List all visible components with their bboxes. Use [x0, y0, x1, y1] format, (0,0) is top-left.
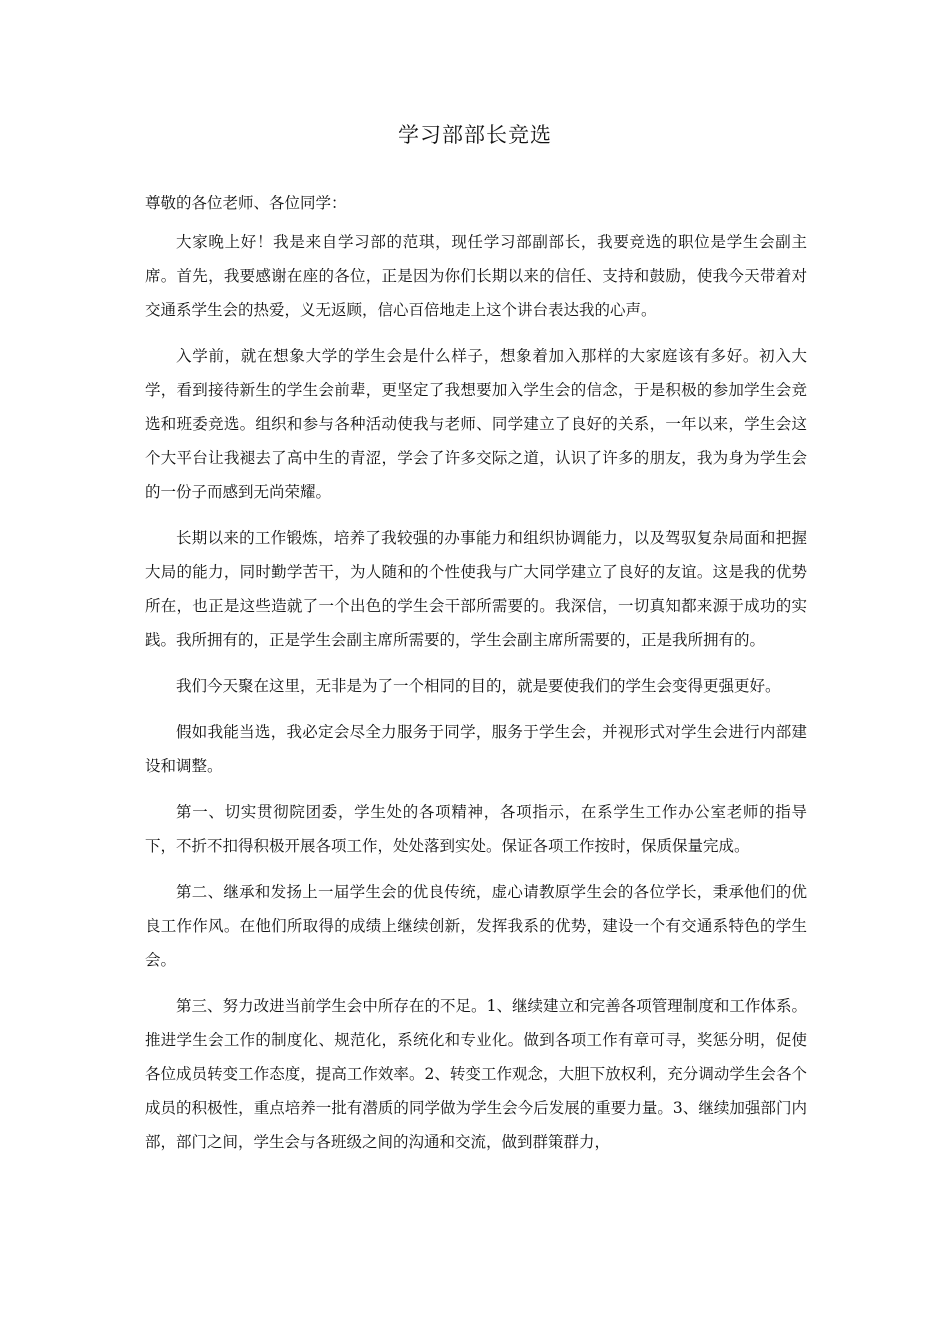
paragraph-point-one: 第一、切实贯彻院团委，学生处的各项精神，各项指示，在系学生工作办公室老师的指导下，不折不扣得积极开展各项工作，处处落到实处。保证各项工作按时，保质保量完成。 [145, 803, 807, 855]
paragraph-before-college: 入学前，就在想象大学的学生会是什么样子，想象着加入那样的大家庭该有多好。初入大学，看到接待新生的学生会前辈，更坚定了我想要加入学生会的信念，于是积极的参加学生会竞选和班委竞选。组织和参与各种活动使我与老师、同学建立了良好的关系，一年以来，学生会这个大平台让我褪去了高中生的青涩，学会了许多交际之道，认识了许多的朋友，我为身为学生会的一份子而感到无尚荣耀。 [145, 347, 807, 501]
document-body [145, 186, 807, 1171]
salutation: 尊敬的各位老师、各位同学： [145, 194, 347, 212]
paragraph-point-three: 第三、努力改进当前学生会中所存在的不足。1、继续建立和完善各项管理制度和工作体系。推进学生会工作的制度化、规范化，系统化和专业化。做到各项工作有章可寻，奖惩分明，促使各位成员转变工作态度，提高工作效率。2、转变工作观念，大胆下放权利，充分调动学生会各个成员的积极性，重点培养一批有潜质的同学做为学生会今后发展的重要力量。3、继续加强部门内部，部门之间，学生会与各班级之间的沟通和交流，做到群策群力， [145, 997, 807, 1151]
paragraph-strengths: 长期以来的工作锻炼，培养了我较强的办事能力和组织协调能力，以及驾驭复杂局面和把握大局的能力，同时勤学苦干，为人随和的个性使我与广大同学建立了良好的友谊。这是我的优势所在，也正是这些造就了一个出色的学生会干部所需要的。我深信，一切真知都来源于成功的实践。我所拥有的，正是学生会副主席所需要的，学生会副主席所需要的，正是我所拥有的。 [145, 529, 807, 649]
paragraph-if-elected: 假如我能当选，我必定会尽全力服务于同学，服务于学生会，并视形式对学生会进行内部建设和调整。 [145, 723, 807, 775]
paragraph-point-two: 第二、继承和发扬上一届学生会的优良传统，虚心请教原学生会的各位学长，秉承他们的优良工作作风。在他们所取得的成绩上继续创新，发挥我系的优势，建设一个有交通系特色的学生会。 [145, 883, 807, 969]
paragraph-greeting: 大家晚上好！我是来自学习部的范琪，现任学习部副部长，我要竞选的职位是学生会副主席。首先，我要感谢在座的各位，正是因为你们长期以来的信任、支持和鼓励，使我今天带着对交通系学生会的热爱，义无返顾，信心百倍地走上这个讲台表达我的心声。 [145, 233, 807, 319]
document-title: 学习部部长竞选 [398, 123, 552, 147]
paragraph-common-goal: 我们今天聚在这里，无非是为了一个相同的目的，就是要使我们的学生会变得更强更好。 [176, 677, 781, 695]
